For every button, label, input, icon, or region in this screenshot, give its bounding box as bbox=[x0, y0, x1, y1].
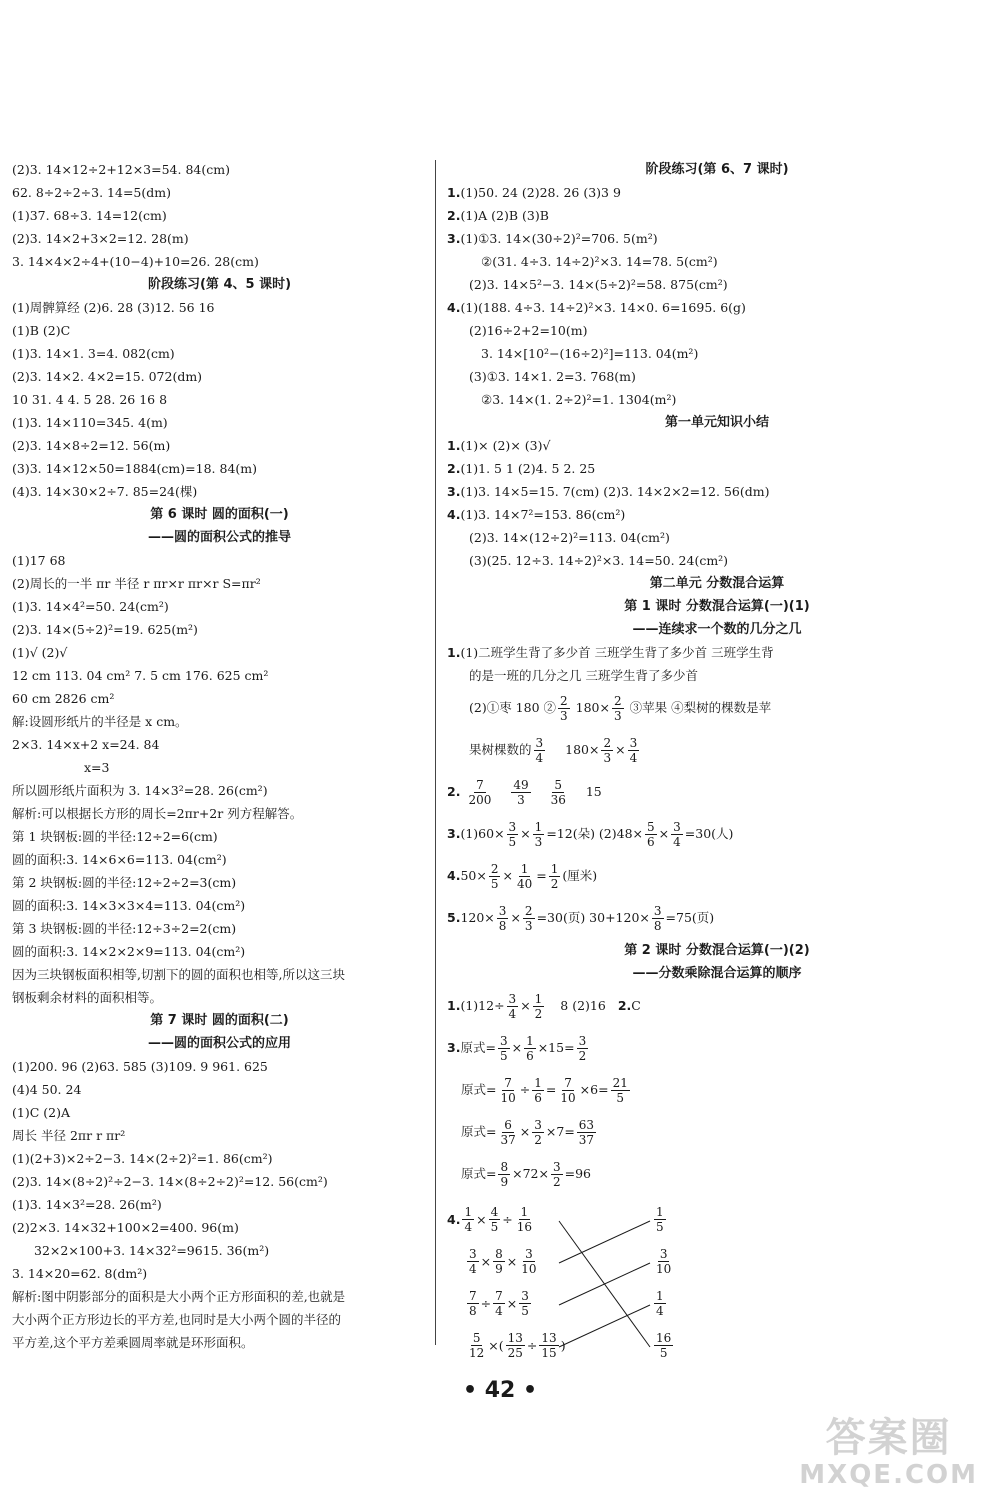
answer-line: 圆的面积:3. 14×3×3×4=113. 04(cm²) bbox=[12, 898, 246, 913]
answer-line: 圆的面积:3. 14×6×6=113. 04(cm²) bbox=[12, 852, 227, 867]
answer-line: (2)3. 14×2. 4×2=15. 072(dm) bbox=[12, 369, 203, 384]
numerator: 3 bbox=[578, 1034, 587, 1048]
text-run: 3. bbox=[447, 231, 461, 246]
answer-line: (2)3. 14×(8÷2)²÷2−3. 14×(8÷2÷2)²=12. 56(cm²) bbox=[12, 1174, 328, 1189]
text-run: ×7= bbox=[545, 1124, 575, 1139]
answer-line bbox=[447, 181, 987, 204]
answer-line: (1)3. 14×4²=50. 24(cm²) bbox=[12, 599, 169, 614]
text-run: 4. bbox=[447, 300, 461, 315]
text-run: = bbox=[545, 1082, 557, 1097]
numerator: 8 bbox=[500, 1160, 509, 1174]
numerator: 21 bbox=[612, 1076, 628, 1090]
q1-line1: 1.(1)二班学生背了多少首 三班学生背了多少首 三班学生背 bbox=[447, 645, 774, 660]
numerator: 13 bbox=[541, 1331, 557, 1345]
answer-line: 钢板剩余材料的面积相等。 bbox=[12, 990, 163, 1005]
fraction bbox=[467, 1331, 486, 1360]
answer-line: (2)16÷2+2=10(m) bbox=[469, 323, 588, 338]
denominator: 25 bbox=[507, 1346, 523, 1360]
answer-line: (2)3. 14×8÷2=12. 56(m) bbox=[12, 438, 171, 453]
denominator: 5 bbox=[616, 1091, 625, 1105]
answer-line: (1)√ (2)√ bbox=[12, 645, 68, 660]
text-run: =96 bbox=[564, 1166, 592, 1181]
text-run: 3. bbox=[447, 1040, 461, 1055]
text-run: 原式= bbox=[461, 1124, 497, 1139]
numerator: 16 bbox=[656, 1331, 672, 1345]
answer-line: (1)37. 68÷3. 14=12(cm) bbox=[12, 208, 167, 223]
answer-line bbox=[447, 503, 987, 526]
answer-line: (2)3. 14×12÷2+12×3=54. 84(cm) bbox=[12, 162, 230, 177]
text-run: ×72× bbox=[512, 1166, 549, 1181]
denominator: 37 bbox=[500, 1133, 516, 1147]
numerator: 3 bbox=[659, 1247, 668, 1261]
answer-line bbox=[447, 434, 987, 457]
q2-line: 2. $\frac{7}{200}$ $\frac{49}{3}$ $\frac{5}{36}$ 15 bbox=[447, 778, 602, 807]
numerator: 3 bbox=[534, 1118, 542, 1132]
answer-line: (4)4 50. 24 bbox=[12, 1082, 82, 1097]
text-run: 2. bbox=[447, 461, 461, 476]
denominator: 15 bbox=[541, 1346, 557, 1360]
text-run: (1)(188. 4÷3. 14÷2)²×3. 14×0. 6=1695. 6(g) bbox=[460, 300, 746, 315]
fraction bbox=[532, 1076, 544, 1105]
denominator: 4 bbox=[656, 1304, 664, 1318]
answer-line: 第 3 块钢板:圆的半径:12÷3÷2=2(cm) bbox=[12, 921, 237, 936]
fraction bbox=[551, 1160, 563, 1189]
q1-line2: 的是一班的几分之几 三班学生背了多少首 bbox=[469, 668, 698, 683]
denominator: 4 bbox=[469, 1262, 477, 1276]
answer-line: (2)3. 14×5²−3. 14×(5÷2)²=58. 875(cm²) bbox=[469, 277, 728, 292]
denominator: 4 bbox=[495, 1304, 503, 1318]
section-heading: 阶段练习(第 6、7 课时) bbox=[645, 162, 789, 177]
numerator: 1 bbox=[656, 1205, 664, 1219]
numerator: 7 bbox=[564, 1076, 572, 1090]
fraction bbox=[577, 1118, 596, 1147]
fraction bbox=[654, 1331, 673, 1360]
text-run: ÷ bbox=[502, 1212, 513, 1227]
answer-line: 62. 8÷2÷2÷3. 14=5(dm) bbox=[12, 185, 171, 200]
matching-left-item bbox=[447, 1331, 566, 1360]
fraction bbox=[493, 1247, 505, 1276]
fraction bbox=[611, 1076, 630, 1105]
q1-line4: 果树棵数的 $\frac{3}{4}$ 180× $\frac{2}{3}$ × $\frac{3}{4}$ bbox=[469, 736, 638, 765]
text-run: × bbox=[511, 1040, 523, 1055]
text-run: (1)3. 14×7²=153. 86(cm²) bbox=[460, 507, 626, 522]
lesson2-q4-matching bbox=[447, 1201, 987, 1377]
answer-line bbox=[447, 227, 987, 250]
right-column bbox=[447, 158, 987, 1377]
text-run: 3. bbox=[447, 484, 461, 499]
numerator: 1 bbox=[520, 1205, 529, 1219]
answer-line: 2×3. 14×x+2 x=24. 84 bbox=[12, 737, 160, 752]
fraction bbox=[654, 1205, 666, 1234]
answer-line: 60 cm 2826 cm² bbox=[12, 691, 115, 706]
answer-line: 圆的面积:3. 14×2×2×9=113. 04(cm²) bbox=[12, 944, 246, 959]
answer-line: x=3 bbox=[84, 760, 110, 775]
section-heading: 第 1 课时 分数混合运算(一)(1) bbox=[624, 599, 810, 614]
answer-line: 平方差,这个平方差乘圆周率就是环形面积。 bbox=[12, 1335, 254, 1350]
text-run: 1. bbox=[447, 185, 461, 200]
answer-line bbox=[447, 480, 987, 503]
denominator: 2 bbox=[552, 1175, 561, 1189]
answer-line: 10 31. 4 4. 5 28. 26 16 8 bbox=[12, 392, 168, 407]
numerator: 63 bbox=[578, 1118, 595, 1132]
matching-right-item bbox=[652, 1205, 668, 1234]
answer-line bbox=[447, 204, 987, 227]
text-run: ×15= bbox=[537, 1040, 575, 1055]
denominator: 10 bbox=[656, 1262, 672, 1276]
answer-line: 解:设圆形纸片的半径是 x cm。 bbox=[12, 714, 188, 729]
watermark-logo: 答案圈 MXQE.COM bbox=[799, 1415, 978, 1490]
section-heading: 第 2 课时 分数混合运算(一)(2) bbox=[624, 943, 810, 958]
text-run: × bbox=[480, 1254, 492, 1269]
lesson2-q1-line: 1.(1)12÷ $\frac{3}{4}$ × $\frac{1}{2}$ 8 (2)16 2.C bbox=[447, 992, 641, 1021]
numerator: 1 bbox=[526, 1034, 534, 1048]
fraction bbox=[577, 1034, 589, 1063]
fraction bbox=[654, 1289, 666, 1318]
answer-line: (1)周髀算经 (2)6. 28 (3)12. 56 16 bbox=[12, 300, 215, 315]
text-run: 原式= bbox=[460, 1040, 496, 1055]
answer-line: 3. 14×[10²−(16÷2)²]=113. 04(m²) bbox=[481, 346, 699, 361]
answer-line bbox=[447, 296, 987, 319]
text-run: ×6= bbox=[579, 1082, 609, 1097]
numerator: 8 bbox=[495, 1247, 503, 1261]
numerator: 3 bbox=[521, 1289, 529, 1303]
answer-line: 解析:图中阴影部分的面积是大小两个正方形面积的差,也就是 bbox=[12, 1289, 346, 1304]
answer-line: 32×2×100+3. 14×32²=9615. 36(m²) bbox=[34, 1243, 270, 1258]
numerator: 3 bbox=[552, 1160, 561, 1174]
matching-left-item bbox=[447, 1289, 533, 1318]
q5-line: 5.120× $\frac{3}{8}$ × $\frac{2}{3}$ =30(页) 30+120× $\frac{3}{8}$ =75(页) bbox=[447, 904, 715, 933]
page-number: • 42 • bbox=[462, 1378, 538, 1403]
column-divider bbox=[435, 160, 436, 1345]
text-run: (1)× (2)× (3)√ bbox=[460, 438, 551, 453]
numerator: 4 bbox=[490, 1205, 499, 1219]
fraction bbox=[498, 1160, 510, 1189]
fraction bbox=[467, 1289, 479, 1318]
section-heading: ——圆的面积公式的推导 bbox=[147, 530, 291, 545]
fraction bbox=[532, 1118, 544, 1147]
q4-line: 4.50× $\frac{2}{5}$ × $\frac{1}{40}$ = $\frac{1}{2}$ (厘米) bbox=[447, 862, 598, 891]
matching-left-item bbox=[447, 1205, 536, 1234]
answer-line bbox=[447, 457, 987, 480]
fraction bbox=[467, 1247, 479, 1276]
fraction bbox=[654, 1247, 673, 1276]
text-run: 2. bbox=[447, 208, 461, 223]
answer-line: 因为三块钢板面积相等,切割下的圆的面积也相等,所以这三块 bbox=[12, 967, 345, 982]
fraction bbox=[524, 1034, 536, 1063]
text-run: 4. bbox=[447, 1212, 461, 1227]
numerator: 6 bbox=[504, 1118, 512, 1132]
answer-line: ②(31. 4÷3. 14÷2)²×3. 14=78. 5(cm²) bbox=[481, 254, 718, 269]
text-run: × bbox=[506, 1254, 518, 1269]
denominator: 37 bbox=[578, 1133, 595, 1147]
numerator: 7 bbox=[469, 1289, 477, 1303]
answer-line: (2)3. 14×(5÷2)²=19. 625(m²) bbox=[12, 622, 198, 637]
denominator: 10 bbox=[560, 1091, 576, 1105]
denominator: 8 bbox=[469, 1304, 477, 1318]
denominator: 5 bbox=[656, 1220, 664, 1234]
denominator: 16 bbox=[516, 1220, 532, 1234]
right-top-lines bbox=[447, 158, 987, 641]
answer-line: (1)C (2)A bbox=[12, 1105, 70, 1120]
matching-right-item bbox=[652, 1289, 668, 1318]
lesson2-q3 bbox=[447, 1027, 987, 1195]
answer-line: (2)3. 14×2+3×2=12. 28(m) bbox=[12, 231, 189, 246]
denominator: 9 bbox=[500, 1175, 509, 1189]
text-run: 4. bbox=[447, 507, 461, 522]
q1-line3: (2)①枣 180 ② $\frac{2}{3}$ 180× $\frac{2}{3}$ ③苹果 ④梨树的棵数是苹 bbox=[469, 694, 772, 723]
answer-line: (2)周长的一半 πr 半径 r πr×r πr×r S=πr² bbox=[12, 576, 261, 591]
expression-line bbox=[447, 1069, 987, 1111]
answer-line: 周长 半径 2πr r πr² bbox=[12, 1128, 126, 1143]
section-heading: 第二单元 分数混合运算 bbox=[649, 576, 785, 591]
text-run: (1)①3. 14×(30÷2)²=706. 5(m²) bbox=[460, 231, 658, 246]
denominator: 4 bbox=[464, 1220, 473, 1234]
denominator: 12 bbox=[469, 1346, 485, 1360]
text-run: ÷ bbox=[480, 1296, 492, 1311]
numerator: 3 bbox=[525, 1247, 533, 1261]
fraction bbox=[519, 1247, 538, 1276]
expression-line bbox=[447, 1027, 987, 1069]
q3-line: 3.(1)60× $\frac{3}{5}$ × $\frac{1}{3}$ =12(朵) (2)48× $\frac{5}{6}$ × $\frac{3}{4}$ =30(人) bbox=[447, 820, 734, 849]
denominator: 6 bbox=[526, 1049, 534, 1063]
text-run: × bbox=[476, 1212, 487, 1227]
expression-line bbox=[447, 1153, 987, 1195]
text-run: ÷ bbox=[526, 1338, 538, 1353]
text-run: (1)3. 14×5=15. 7(cm) (2)3. 14×2×2=12. 56(dm) bbox=[460, 484, 770, 499]
section-heading: ——圆的面积公式的应用 bbox=[147, 1036, 291, 1051]
denominator: 5 bbox=[659, 1346, 668, 1360]
answer-line: 12 cm 113. 04 cm² 7. 5 cm 176. 625 cm² bbox=[12, 668, 269, 683]
denominator: 2 bbox=[534, 1133, 542, 1147]
answer-line: (2)2×3. 14×32+100×2=400. 96(m) bbox=[12, 1220, 239, 1235]
answer-line: ②3. 14×(1. 2÷2)²=1. 1304(m²) bbox=[481, 392, 677, 407]
matching-right-item bbox=[652, 1247, 675, 1276]
matching-connector bbox=[559, 1263, 650, 1305]
fraction bbox=[515, 1205, 534, 1234]
denominator: 5 bbox=[521, 1304, 529, 1318]
fraction bbox=[498, 1034, 510, 1063]
denominator: 5 bbox=[490, 1220, 499, 1234]
numerator: 5 bbox=[472, 1331, 481, 1345]
numerator: 3 bbox=[469, 1247, 477, 1261]
fraction bbox=[493, 1289, 505, 1318]
numerator: 1 bbox=[656, 1289, 664, 1303]
answer-line: 第 1 块钢板:圆的半径:12÷2=6(cm) bbox=[12, 829, 218, 844]
answer-line: (3)①3. 14×1. 2=3. 768(m) bbox=[469, 369, 636, 384]
answer-line: 3. 14×4×2÷4+(10−4)+10=26. 28(cm) bbox=[12, 254, 259, 269]
text-run: × bbox=[519, 1124, 531, 1139]
answer-line: (1)(2+3)×2÷2−3. 14×(2÷2)²=1. 86(cm²) bbox=[12, 1151, 273, 1166]
answer-line: 大小两个正方形边长的平方差,也同时是大小两个圆的半径的 bbox=[12, 1312, 341, 1327]
paren: ) bbox=[560, 1338, 566, 1353]
numerator: 7 bbox=[504, 1076, 512, 1090]
text-run: (1)50. 24 (2)28. 26 (3)3 9 bbox=[460, 185, 621, 200]
answer-line: (2)3. 14×(12÷2)²=113. 04(cm²) bbox=[469, 530, 670, 545]
fraction bbox=[498, 1076, 517, 1105]
denominator: 6 bbox=[534, 1091, 542, 1105]
answer-line: 第 2 块钢板:圆的半径:12÷2÷2=3(cm) bbox=[12, 875, 237, 890]
fraction bbox=[489, 1205, 501, 1234]
text-run: 1. bbox=[447, 438, 461, 453]
answer-line: (3)3. 14×12×50=1884(cm)=18. 84(m) bbox=[12, 461, 258, 476]
denominator: 5 bbox=[499, 1049, 508, 1063]
numerator: 3 bbox=[499, 1034, 508, 1048]
text-run: ×( bbox=[488, 1338, 504, 1353]
denominator: 2 bbox=[578, 1049, 587, 1063]
fraction bbox=[558, 1076, 577, 1105]
text-run: (1)1. 5 1 (2)4. 5 2. 25 bbox=[460, 461, 596, 476]
denominator: 9 bbox=[495, 1262, 503, 1276]
section-heading: 第 6 课时 圆的面积(一) bbox=[150, 507, 289, 522]
fraction bbox=[539, 1331, 558, 1360]
denominator: 10 bbox=[521, 1262, 537, 1276]
answer-line: (4)3. 14×30×2÷7. 85=24(棵) bbox=[12, 484, 198, 499]
denominator: 10 bbox=[500, 1091, 516, 1105]
fraction bbox=[519, 1289, 531, 1318]
answer-line: (1)3. 14×110=345. 4(m) bbox=[12, 415, 168, 430]
matching-connector bbox=[559, 1221, 650, 1263]
answer-line: 所以圆形纸片面积为 3. 14×3²=28. 26(cm²) bbox=[12, 783, 268, 798]
left-column bbox=[12, 158, 427, 1354]
answer-line: (1)200. 96 (2)63. 585 (3)109. 9 961. 625 bbox=[12, 1059, 268, 1074]
answer-line: (3)(25. 12÷3. 14÷2)²×3. 14=50. 24(cm²) bbox=[469, 553, 729, 568]
answer-line: 3. 14×20=62. 8(dm²) bbox=[12, 1266, 148, 1281]
text-run: ÷ bbox=[519, 1082, 531, 1097]
section-heading: ——连续求一个数的几分之几 bbox=[632, 622, 802, 637]
answer-line: (1)3. 14×3²=28. 26(m²) bbox=[12, 1197, 162, 1212]
numerator: 13 bbox=[507, 1331, 523, 1345]
answer-line: (1)B (2)C bbox=[12, 323, 71, 338]
fraction bbox=[498, 1118, 517, 1147]
answer-line: (1)3. 14×1. 3=4. 082(cm) bbox=[12, 346, 175, 361]
answer-line: 解析:可以根据长方形的周长=2πr+2r 列方程解答。 bbox=[12, 806, 303, 821]
section-heading: 第一单元知识小结 bbox=[664, 415, 769, 430]
numerator: 1 bbox=[464, 1205, 473, 1219]
numerator: 1 bbox=[534, 1076, 542, 1090]
section-subheading: ——分数乘除混合运算的顺序 bbox=[632, 966, 802, 981]
text-run: 原式= bbox=[461, 1082, 497, 1097]
expression-line bbox=[447, 1111, 987, 1153]
text-run: 原式= bbox=[461, 1166, 497, 1181]
section-heading: 第 7 课时 圆的面积(二) bbox=[150, 1013, 289, 1028]
matching-right-item bbox=[652, 1331, 675, 1360]
text-run: × bbox=[506, 1296, 518, 1311]
text-run: (1)A (2)B (3)B bbox=[460, 208, 549, 223]
matching-connector bbox=[559, 1305, 650, 1347]
fraction bbox=[462, 1205, 474, 1234]
fraction bbox=[506, 1331, 525, 1360]
answer-line: (1)17 68 bbox=[12, 553, 66, 568]
numerator: 7 bbox=[495, 1289, 503, 1303]
matching-left-item bbox=[447, 1247, 541, 1276]
section-heading: 阶段练习(第 4、5 课时) bbox=[147, 277, 292, 292]
